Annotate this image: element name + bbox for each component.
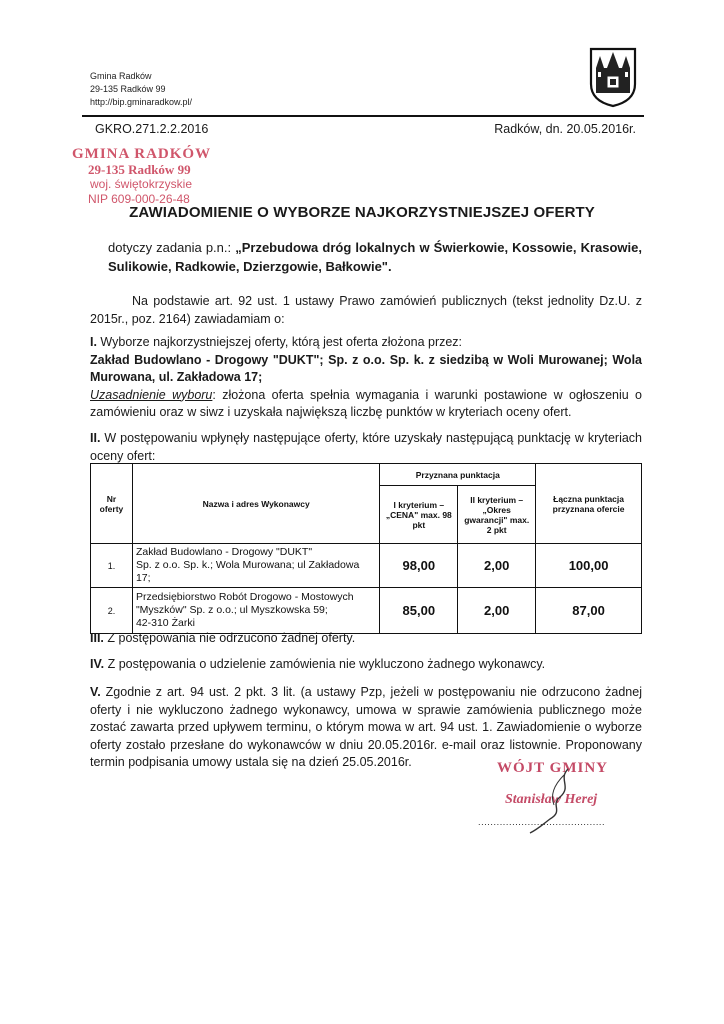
section-1	[90, 334, 642, 422]
header-name: Nazwa i adres Wykonawcy	[132, 464, 379, 544]
offers-table	[90, 463, 642, 634]
winner-name: Zakład Budowlano - Drogowy "DUKT"; Sp. z o.o. Sp. k. z siedzibą w Woli Murowanej; Wola Murowana, ul. Zakładowa 17;	[90, 352, 642, 384]
header-criterion-2: II kryterium – „Okres gwarancji" max. 2 pkt	[458, 486, 536, 544]
cell-nr: 1.	[91, 544, 133, 588]
signature-line: .........................................	[478, 817, 606, 827]
address-line: http://bip.gminaradkow.pl/	[90, 97, 193, 107]
signature-name: Stanisław Herej	[505, 792, 598, 807]
section-1-text: Wyborze najkorzystniejszej oferty, którą jest oferta złożona przez:	[96, 335, 463, 349]
section-3	[90, 630, 642, 648]
name-line: Zakład Budowlano - Drogowy "DUKT"	[135, 546, 313, 558]
header-group: Przyznana punktacja	[380, 464, 536, 486]
justification-label: Uzasadnienie wyboru	[90, 387, 213, 402]
cell-total: 87,00	[536, 588, 642, 634]
subject-prefix: dotyczy zadania p.n.:	[108, 240, 236, 255]
table-row	[91, 544, 642, 588]
cell-criterion-1: 85,00	[380, 588, 458, 634]
justification-text: : złożona oferta spełnia wymagania i warunki postawione w ogłoszeniu o zamówieniu oraz w siwz i uzyskała największą liczbę punktów w kryteriach oceny ofert.	[90, 387, 643, 419]
stamp-line: GMINA RADKÓW	[72, 146, 212, 162]
section-5	[90, 684, 642, 772]
table-row	[91, 588, 642, 634]
document-title: ZAWIADOMIENIE O WYBORZE NAJKORZYSTNIEJSZEJ OFERTY	[129, 204, 595, 221]
intro-paragraph: Na podstawie art. 92 ust. 1 ustawy Prawo zamówień publicznych (tekst jednolity Dz.U. z 2015r., poz. 2164) zawiadamiam o:	[90, 294, 642, 326]
cell-criterion-2: 2,00	[458, 544, 536, 588]
section-4-text: Z postępowania o udzielenie zamówienia nie wykluczono żadnego wykonawcy.	[104, 657, 546, 671]
coat-of-arms-icon	[588, 46, 638, 108]
subject-paragraph	[108, 238, 642, 276]
address-line: Gmina Radków	[90, 71, 152, 81]
name-line: Przedsiębiorstwo Robót Drogowo - Mostowych	[135, 591, 354, 603]
stamp-line: woj. świętokrzyskie	[90, 177, 193, 191]
section-numeral: V.	[90, 685, 101, 699]
cell-criterion-1: 98,00	[380, 544, 458, 588]
section-numeral: II.	[90, 431, 101, 445]
name-line: Sp. z o.o. Sp. k.; Wola Murowana; ul Zakładowa 17;	[135, 559, 360, 584]
header-criterion-1: I kryterium – „CENA" max. 98 pkt	[380, 486, 458, 544]
address-line: 29-135 Radków 99	[90, 84, 166, 94]
sender-address	[90, 70, 192, 109]
section-numeral: I.	[90, 335, 97, 349]
cell-criterion-2: 2,00	[458, 588, 536, 634]
reference-number: GKRO.271.2.2.2016	[95, 122, 209, 136]
cell-total: 100,00	[536, 544, 642, 588]
section-4	[90, 656, 642, 674]
header-nr: Nr oferty	[91, 464, 133, 544]
place-date: Radków, dn. 20.05.2016r.	[494, 122, 636, 136]
subject-name: „Przebudowa dróg lokalnych w Świerkowie, Kossowie, Krasowie, Sulikowie, Radkowie, Dzierzgowie, Bałkowie".	[108, 240, 642, 274]
section-2-text: W postępowaniu wpłynęły następujące oferty, które uzyskały następującą punktację w kryteriach oceny ofert:	[90, 431, 642, 463]
section-numeral: IV.	[90, 657, 105, 671]
section-2	[90, 430, 642, 465]
header-rule	[82, 115, 644, 117]
stamp-line: 29-135 Radków 99	[88, 162, 191, 177]
name-line: 42-310 Żarki	[135, 617, 195, 629]
office-stamp	[72, 147, 211, 207]
header-total: Łączna punktacja przyznana ofercie	[536, 464, 642, 544]
section-3-text: Z postępowania nie odrzucono żadnej oferty.	[103, 631, 356, 645]
name-line: "Myszków" Sp. z o.o.; ul Myszkowska 59;	[135, 604, 328, 616]
section-5-text: Zgodnie z art. 94 ust. 2 pkt. 3 lit. (a ustawy Pzp, jeżeli w postępowaniu nie odrzucono żadnej oferty i nie wykluczono żadnego wykonawcy, umowa w sprawie zamówienia publicznego może zostać zawarta przed upływem terminu, o którym mowa w art. 94 ust. 1. Zawiadomienie o wyborze oferty zostało przesłane do wykonawców w dniu 20.05.2016r. e-mail oraz listownie. Proponowany termin podpisania umowy ustala się na dzień 25.05.2016r.	[90, 685, 642, 769]
cell-name	[132, 588, 379, 634]
section-numeral: III.	[90, 631, 104, 645]
cell-nr: 2.	[91, 588, 133, 634]
stamp-line: NIP 609-000-26-48	[88, 192, 190, 206]
cell-name	[132, 544, 379, 588]
signature-title: WÓJT GMINY	[497, 760, 608, 776]
